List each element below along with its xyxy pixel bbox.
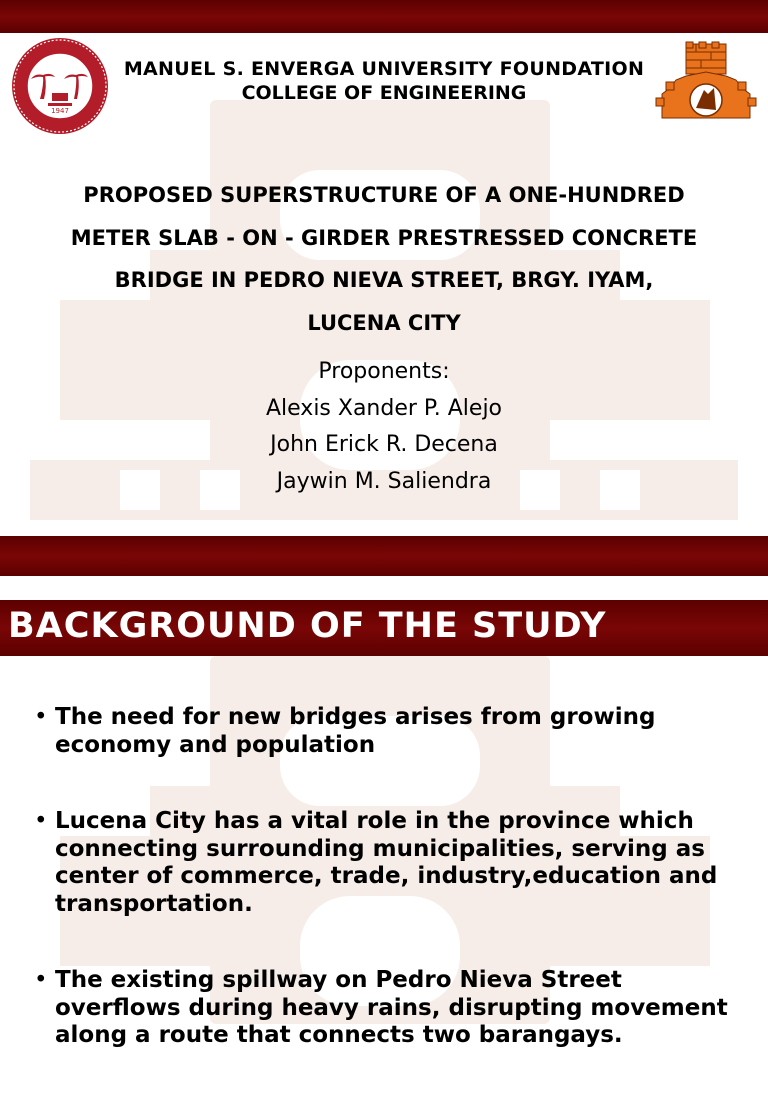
proponents-label: Proponents: [318,359,450,384]
bottom-banner [0,536,768,576]
proponents-block [0,354,768,500]
background-slide [0,576,768,1048]
college-name: COLLEGE OF ENGINEERING [241,82,527,104]
top-banner [0,0,768,33]
bullet-item: • The need for new bridges arises from growing economy and population [34,704,754,759]
proponent-name: Alexis Xander P. Alejo [265,395,503,421]
proponent-name: Jaywin M. Saliendra [276,468,492,494]
bullet-item: • The existing spillway on Pedro Nieva Street overflows during heavy rains, disrupting movement along a route that connects two barangays. [34,967,754,1050]
title-line: METER SLAB - ON - GIRDER PRESTRESSED CONCRETE [70,225,698,250]
bullet-list [34,704,754,1099]
bullet-item: • Lucena City has a vital role in the province which connecting surrounding municipalities, serving as center of commerce, trade, industry,education and transportation. [34,808,754,918]
title-line: BRIDGE IN PEDRO NIEVA STREET, BRGY. IYAM, [114,268,654,292]
engineering-gear-tower-icon [656,42,756,120]
seal-year: 1947 [51,107,69,115]
proponent-name: John Erick R. Decena [270,432,498,457]
title-line: LUCENA CITY [307,310,461,335]
section-heading: BACKGROUND OF THE STUDY [8,606,607,646]
title-line: PROPOSED SUPERSTRUCTURE OF A ONE-HUNDRED [83,183,685,207]
university-name-text: MANUEL S. ENVERGA UNIVERSITY FOUNDATION [123,58,645,80]
thesis-title [20,174,748,344]
university-name [0,58,768,80]
